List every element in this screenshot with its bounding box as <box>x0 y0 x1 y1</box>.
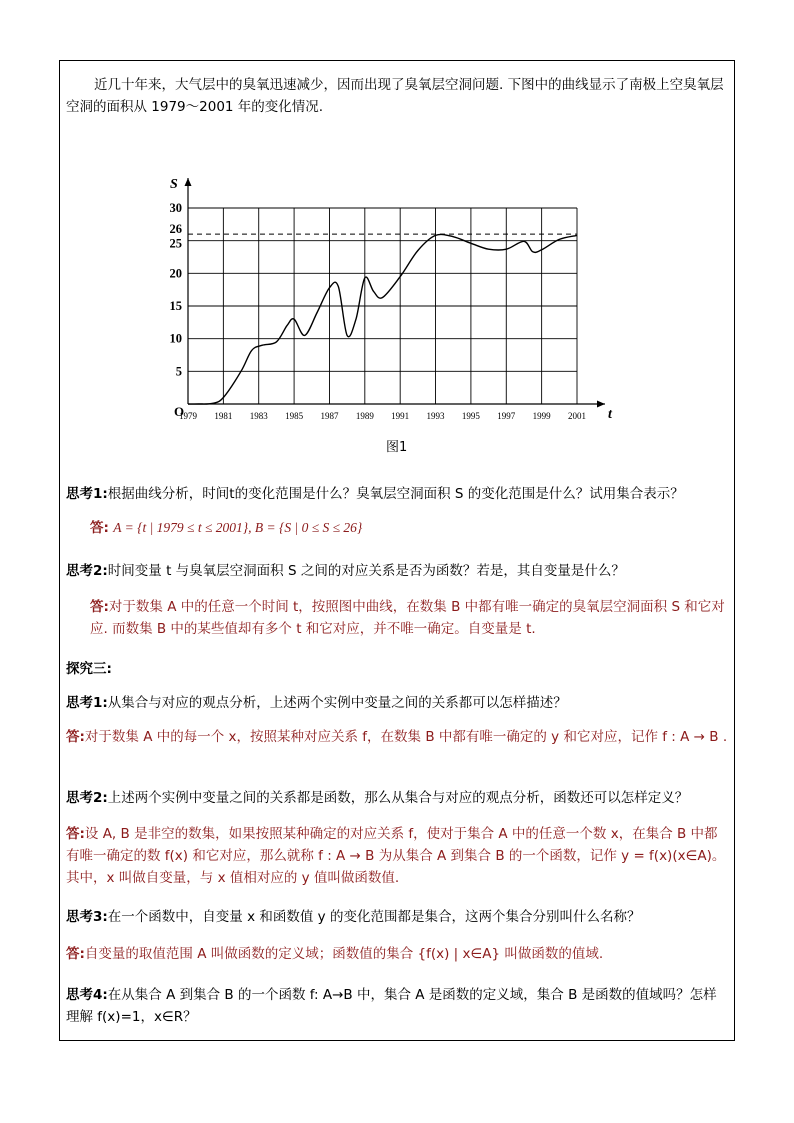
y-tick-label: 5 <box>175 364 182 379</box>
question-label: 思考3: <box>66 909 108 925</box>
y-tick-label: 25 <box>169 236 182 251</box>
y-tick-label: 30 <box>169 201 182 215</box>
answer-label: 答: <box>66 946 85 962</box>
origin-label: O <box>174 404 185 419</box>
x-tick-label: 1983 <box>249 411 268 421</box>
question-label: 思考1: <box>66 486 108 502</box>
question-3-3 <box>66 906 730 928</box>
x-tick-label: 2001 <box>568 411 586 421</box>
answer-3-2 <box>66 823 730 889</box>
x-tick-label: 1997 <box>497 411 516 421</box>
answer-1-1 <box>66 517 730 539</box>
y-tick-label: 15 <box>169 299 182 313</box>
question-label: 思考1: <box>66 695 108 711</box>
answer-3-1 <box>66 726 730 748</box>
question-3-2 <box>66 787 730 809</box>
answer-label: 答: <box>90 520 109 536</box>
x-tick-label: 1981 <box>214 411 233 421</box>
x-tick-label: 1985 <box>285 411 304 421</box>
x-axis-label: t <box>608 407 612 422</box>
section-heading: 探究三: <box>66 661 112 677</box>
answer-1-2 <box>66 596 730 640</box>
ozone-area-curve <box>188 234 577 404</box>
answer-text: 自变量的取值范围 A 叫做函数的定义域；函数值的集合 {f(x) | x∈A} 叫做函数的值域. <box>84 946 604 962</box>
question-text: 上述两个实例中变量之间的关系都是函数，那么从集合与对应的观点分析，函数还可以怎样定义？ <box>107 790 689 806</box>
question-text: 在一个函数中，自变量 x 和函数值 y 的变化范围都是集合，这两个集合分别叫什么名称？ <box>107 909 641 925</box>
y-axis-label: S <box>170 177 178 192</box>
y-tick-label: 26 <box>169 222 182 237</box>
y-axis-arrow <box>185 178 192 186</box>
section-heading-explore-3 <box>66 658 730 680</box>
x-tick-label: 1995 <box>461 411 480 421</box>
x-axis-arrow <box>597 401 605 408</box>
question-text: 根据曲线分析，时间t的变化范围是什么？臭氧层空洞面积 S 的变化范围是什么？试用集合表示？ <box>107 486 684 502</box>
y-tick-label: 10 <box>169 331 182 346</box>
answer-label: 答: <box>66 826 85 842</box>
ozone-chart <box>160 170 620 460</box>
question-1-2 <box>66 560 730 582</box>
question-text: 时间变量 t 与臭氧层空洞面积 S 之间的对应关系是否为函数？若是，其自变量是什么？ <box>107 563 625 579</box>
y-tick-label: 20 <box>169 266 182 281</box>
x-tick-label: 1989 <box>355 411 374 421</box>
intro-paragraph: 近几十年来，大气层中的臭氧迅速减少，因而出现了臭氧层空洞问题. 下图中的曲线显示了南极上空臭氧层空洞的面积从 1979～2001 年的变化情况. <box>66 77 724 115</box>
answer-text: A = {t | 1979 ≤ t ≤ 2001}, B = {S | 0 ≤ S ≤ 26} <box>113 520 363 535</box>
ozone-chart-svg <box>160 170 620 460</box>
answer-text: 对于数集 A 中的每一个 x，按照某种对应关系 f，在数集 B 中都有唯一确定的 y 和它对应，记作 f : A → B . <box>84 729 728 745</box>
question-label: 思考2: <box>66 563 108 579</box>
answer-3-3 <box>66 943 730 965</box>
x-tick-label: 1993 <box>426 411 445 421</box>
x-tick-label: 1999 <box>532 411 551 421</box>
answer-label: 答: <box>66 729 85 745</box>
question-text: 从集合与对应的观点分析，上述两个实例中变量之间的关系都可以怎样描述？ <box>107 695 567 711</box>
question-label: 思考2: <box>66 790 108 806</box>
question-label: 思考4: <box>66 987 108 1003</box>
question-3-1 <box>66 692 730 714</box>
answer-label: 答: <box>90 599 109 615</box>
x-tick-label: 1979 <box>179 411 197 421</box>
answer-text: 设 A, B 是非空的数集，如果按照某种确定的对应关系 f，使对于集合 A 中的任意一个数 x，在集合 B 中都有唯一确定的数 f(x) 和它对应，那么就称 f : A → B 为从集合 A 到集合 B 的一个函数，记作 y = f(x)(x∈A)。其中，x 叫做自变量，与 x 值相对应的 y 值叫做函数值. <box>66 826 726 886</box>
answer-text: 对于数集 A 中的任意一个时间 t，按照图中曲线，在数集 B 中都有唯一确定的臭氧层空洞面积 S 和它对应. 而数集 B 中的某些值却有多个 t 和它对应，并不唯一确定。自变量是 t. <box>90 599 725 637</box>
question-3-4 <box>66 984 730 1028</box>
question-1-1 <box>66 483 730 505</box>
figure-caption: 图1 <box>386 440 408 455</box>
x-tick-label: 1987 <box>320 411 339 421</box>
x-tick-label: 1991 <box>391 411 410 421</box>
question-text: 在从集合 A 到集合 B 的一个函数 f: A→B 中，集合 A 是函数的定义域，集合 B 是函数的值域吗？怎样理解 f(x)=1，x∈R？ <box>66 987 717 1025</box>
